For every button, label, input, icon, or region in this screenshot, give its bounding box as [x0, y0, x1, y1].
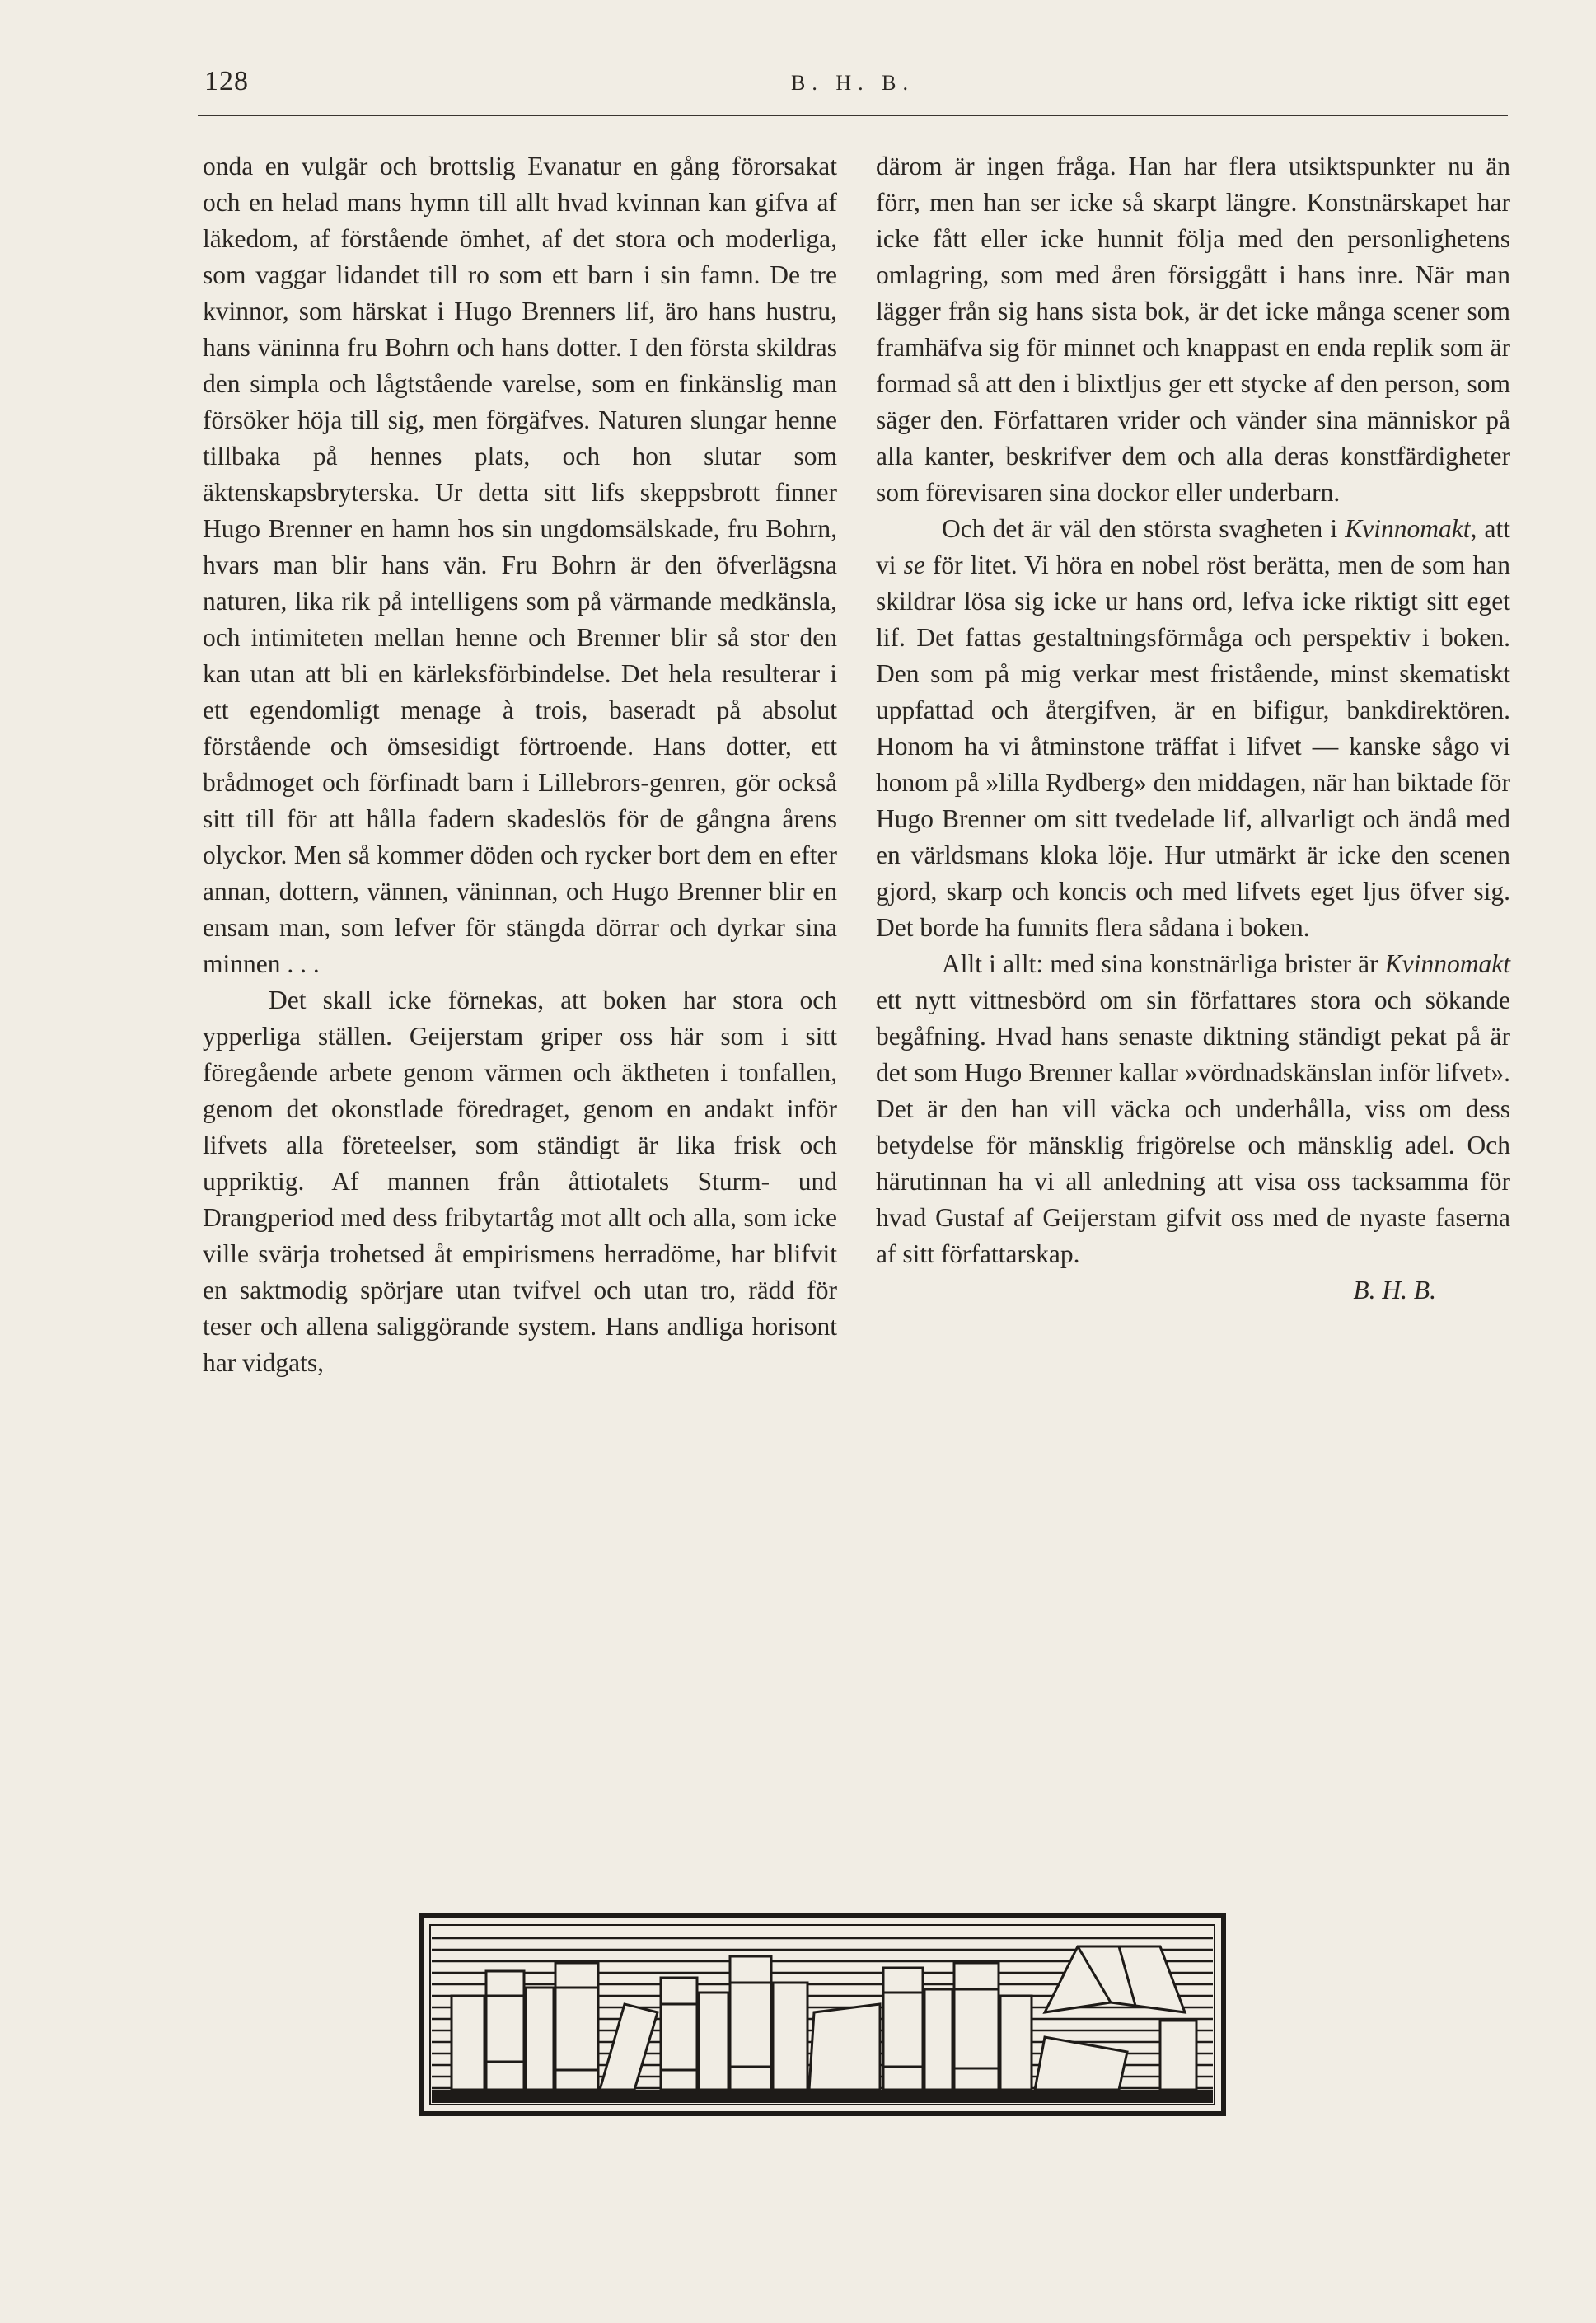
right-paragraph-1: därom är ingen fråga. Han har flera utsiktspunkter nu än förr, men han ser icke så skarpt längre. Konstnärskapet har icke fått eller icke hunnit följa med den personlighetens omlagring, som med åren försiggått i hans inre. När man lägger från sig hans sista bok, är det icke många scener som framhäfva sig för minnet och knappast en enda replik som är formad så att den i blixtljus ger ett stycke af den person, som säger den. Författaren vrider och vänder sina människor på alla kanter, beskrifver dem och alla deras konstfärdigheter som förevisaren sina dockor eller underbarn.: [876, 152, 1510, 507]
book-title: Kvinnomakt: [1345, 514, 1471, 543]
running-head: B. H. B.: [791, 71, 915, 95]
right-paragraph-2: Och det är väl den största svagheten i Kvinnomakt, att vi se för litet. Vi höra en nobel röst berätta, men de som han skildrar lösa sig icke ur hans ord, lefva icke riktigt sitt eget lif. Det fattas gestaltningsförmåga och perspektiv i boken. Den som på mig verkar mest fristående, minst skematiskt uppfattad och återgifven, är en bifigur, bankdirektören. Honom ha vi åtminstone träffat i lifvet — kanske sågo vi honom på »lilla Rydberg» den middagen, när han biktade för Hugo Brenner om sitt tvedelade lif, allvarligt och ändå med en världsmans kloka löje. Hur utmärkt är icke den scenen gjord, skarp och koncis och med lifvets eget ljus öfver sig. Det borde ha funnits flera sådana i boken.: [876, 514, 1510, 942]
left-text-column: [203, 148, 837, 1381]
right-paragraph-3: Allt i allt: med sina konstnärliga brister är Kvinnomakt ett nytt vittnesbörd om sin författares stora och sökande begåfning. Hvad hans senaste diktning ständigt pekat på är det som Hugo Brenner kallar »vördnadskänslan inför lifvet». Det är den han vill väcka och underhålla, viss om dess betydelse för mänsklig frigörelse och mänsklig adel. Och härutinnan ha vi all anledning att visa oss tacksamma för hvad Gustaf af Geijerstam gifvit oss med de nyaste faserna af sitt författarskap.: [876, 949, 1510, 1268]
bookshelf-vignette-icon: [419, 1913, 1226, 2116]
header-rule: [198, 115, 1508, 116]
left-paragraph-2: Det skall icke förnekas, att boken har stora och ypperliga ställen. Geijerstam griper oss här som i sitt föregående arbete genom värmen och äktheten i tonfallen, genom det okonstlade föredraget, genom en andakt inför lifvets alla företeelser, som ständigt är lika frisk och uppriktig. Af mannen från åttiotalets Sturm- und Drangperiod med dess fribytartåg mot allt och alla, som icke ville svärja trohetsed åt empirismens herradöme, har blifvit en saktmodig spörjare utan tvifvel och utan tro, rädd för teser och allena saliggörande system. Hans andliga horisont har vidgats,: [203, 986, 837, 1377]
author-signature: B. H. B.: [1353, 1276, 1436, 1304]
page-number: 128: [204, 66, 249, 96]
left-paragraph-1: onda en vulgär och brottslig Evanatur en gång förorsakat och en helad mans hymn till allt hvad kvinnan kan gifva af läkedom, af förstående ömhet, af det stora och moderliga, som vaggar lidandet till ro som ett barn i sin famn. De tre kvinnor, som härskat i Hugo Brenners lif, äro hans hustru, hans väninna fru Bohrn och hans dotter. I den första skildras den simpla och lågtstående varelse, som en finkänslig man försöker höja till sig, men förgäfves. Naturen slungar henne tillbaka på hennes plats, och hon slutar som äktenskapsbryterska. Ur detta sitt lifs skeppsbrott finner Hugo Brenner en hamn hos sin ungdomsälskade, fru Bohrn, hvars man blir hans vän. Fru Bohrn är den öfverlägsna naturen, lika rik på intelligens som på värmande medkänsla, och intimiteten mellan henne och Brenner blir så stor den kan utan att bli en kärleksförbindelse. Det hela resulterar i ett egendomligt menage à trois, baseradt på absolut förstående och ömsesidigt förtroende. Hans dotter, ett brådmoget och förfinadt barn i Lillebrors-genren, gör också sitt till för att hålla fadern skadeslös för de gångna årens olyckor. Men så kommer döden och rycker bort dem en efter annan, dottern, vännen, väninnan, och Hugo Brenner blir en ensam man, som lefver för stängda dörrar och dyrkar sina minnen . . .: [203, 152, 837, 978]
right-text-column: [876, 148, 1510, 1309]
emphasis-se: se: [903, 550, 925, 579]
book-title: Kvinnomakt: [1384, 949, 1510, 978]
